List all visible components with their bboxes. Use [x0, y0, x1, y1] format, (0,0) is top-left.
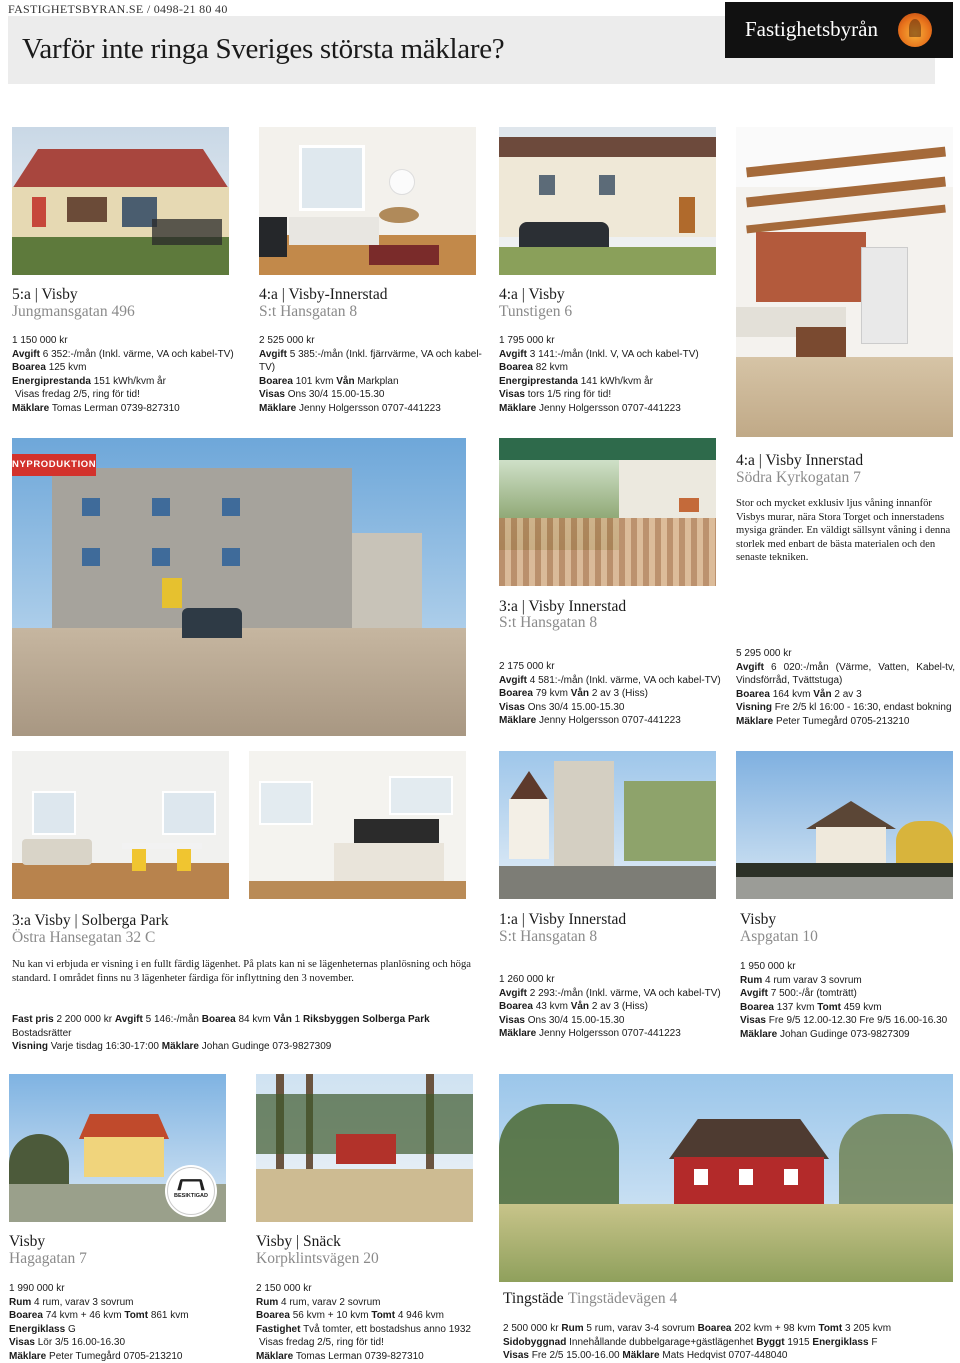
label-energiklass: Energiklass — [812, 1336, 869, 1348]
listing-facts-st-hansgatan-8c — [499, 973, 724, 1041]
listing-title: 4:a | Visby Innerstad — [736, 452, 864, 469]
phone-line: FASTIGHETSBYRAN.SE / 0498-21 80 40 — [8, 2, 228, 16]
listing-description: Nu kan vi erbjuda er visning i en fullt färdig lägenhet. På plats kan ni se lägenheternas planlösning och höga standard. I området finns nu 3 lägenheter färdiga för inflyttning den 3 november. — [12, 959, 471, 984]
listing-street: Tunstigen 6 — [499, 303, 573, 320]
label-maklare: Mäklare — [259, 402, 297, 414]
listing-street: S:t Hansgatan 8 — [499, 614, 598, 631]
tree-logo-icon — [909, 19, 921, 37]
maklare-value: Tomas Lerman 0739-827310 — [295, 1350, 424, 1362]
listing-street: S:t Hansgatan 8 — [499, 928, 598, 945]
label-avgift: Avgift — [736, 661, 764, 673]
label-maklare: Mäklare — [12, 402, 50, 414]
listing-street: S:t Hansgatan 8 — [259, 303, 358, 320]
listing-description: Stor och mycket exklusiv ljus våning innanför Visbys murar, nära Stora Torget och innerstadens mysiga gränder. En väldigt sällsynt våning i denna storlek med enbart de bästa materialen och den senaste tekniken. — [736, 498, 951, 563]
price: 1 150 000 kr — [12, 335, 68, 346]
label-visning: Visning — [736, 702, 772, 713]
tomt-value: 861 kvm — [150, 1310, 189, 1321]
van-value: 2 av 3 (Hiss) — [591, 688, 648, 699]
avgift-value: 5 146:-/mån — [145, 1014, 199, 1025]
listing-street: Hagagatan 7 — [9, 1250, 87, 1267]
visas-value: Ons 30/4 15.00-15.30 — [527, 1014, 625, 1026]
label-maklare: Mäklare — [622, 1350, 660, 1361]
energiklass-value: F — [871, 1336, 878, 1348]
rum-value: 5 rum, varav 3-4 sovrum — [586, 1323, 695, 1334]
listing-title: Visby — [740, 911, 777, 928]
label-boarea: Boarea — [499, 1001, 533, 1012]
boarea-value: 79 kvm — [535, 688, 568, 699]
label-boarea: Boarea — [256, 1310, 290, 1321]
van-value: 2 av 3 — [834, 688, 862, 700]
boarea-value: 101 kvm — [295, 375, 334, 387]
listing-facts-tingstade — [503, 1322, 958, 1363]
listing-facts-hagagatan — [9, 1282, 244, 1363]
label-boarea: Boarea — [499, 362, 533, 373]
label-avgift: Avgift — [740, 988, 768, 999]
label-rum: Rum — [256, 1296, 279, 1308]
nyproduktion-badge: NYPRODUKTION — [12, 454, 96, 476]
label-rum: Rum — [561, 1323, 584, 1334]
label-visning: Visning — [12, 1041, 48, 1052]
energiklass-value: G — [67, 1323, 76, 1335]
listing-heading-tingstade — [503, 1290, 677, 1308]
label-maklare: Mäklare — [499, 1028, 537, 1039]
listing-title: 4:a | Visby-Innerstad — [259, 286, 388, 303]
price: 2 500 000 kr — [503, 1323, 559, 1334]
listing-title: 5:a | Visby — [12, 286, 78, 303]
van-value: Markplan — [357, 375, 399, 387]
label-maklare: Mäklare — [9, 1350, 47, 1362]
listing-title: Tingstäde — [503, 1290, 564, 1307]
label-visas: Visas — [499, 701, 525, 713]
label-visas: Visas — [499, 389, 525, 400]
van-value: 1 — [294, 1014, 301, 1025]
maklare-value: Jenny Holgersson 0707-441223 — [539, 1028, 681, 1039]
label-rum: Rum — [9, 1296, 32, 1308]
price: 5 295 000 kr — [736, 648, 792, 659]
label-boarea: Boarea — [499, 688, 533, 699]
price: 2 150 000 kr — [256, 1283, 312, 1294]
listing-facts-korpklintsvagen — [256, 1282, 491, 1363]
listing-street: Södra Kyrkogatan 7 — [736, 469, 861, 486]
label-boarea: Boarea — [697, 1323, 732, 1334]
label-energiklass: Energiklass — [9, 1323, 66, 1335]
listing-street: Östra Hansegatan 32 C — [12, 929, 156, 946]
label-boarea: Boarea — [201, 1014, 236, 1025]
avgift-value: 7 500:-/år (tomträtt) — [770, 988, 857, 999]
boarea-value: 43 kvm — [535, 1001, 568, 1012]
label-sidobyggnad: Sidobyggnad — [503, 1336, 567, 1348]
maklare-value: Johan Gudinge 073-9827309 — [780, 1028, 910, 1040]
rum-value: 4 rum, varav 3 sovrum — [34, 1296, 134, 1308]
maklare-value: Peter Tumegård 0705-213210 — [49, 1350, 183, 1362]
listing-street: Jungmansgatan 496 — [12, 303, 135, 320]
price: 2 175 000 kr — [499, 661, 555, 672]
rum-value: 4 rum varav 3 sovrum — [765, 974, 862, 986]
listing-title: Visby | Snäck — [256, 1233, 341, 1250]
fastighet-value: Två tomter, ett bostadshus anno 1932 — [303, 1323, 471, 1335]
label-visas: Visas — [740, 1015, 766, 1026]
extra-text: Bostadsrätter — [12, 1027, 72, 1039]
listing-title: 3:a | Visby Innerstad — [499, 598, 627, 615]
tomt-value: 3 205 kvm — [844, 1323, 892, 1334]
label-byggt: Byggt — [756, 1336, 785, 1348]
energi-value: 151 kWh/kvm år — [93, 375, 166, 387]
fast-pris-value: 2 200 000 kr — [56, 1014, 113, 1025]
boarea-value: 82 kvm — [535, 362, 568, 373]
listing-title: 3:a Visby | Solberga Park — [12, 912, 169, 929]
photo-balcony — [499, 438, 716, 586]
extra-bold: Riksbyggen Solberga Park — [302, 1014, 430, 1025]
label-maklare: Mäklare — [256, 1350, 294, 1362]
price: 1 950 000 kr — [740, 961, 796, 972]
label-avgift: Avgift — [259, 348, 287, 360]
maklare-value: Jenny Holgersson 0707-441223 — [539, 715, 681, 726]
photo-jungmansgatan — [12, 127, 229, 275]
listing-facts-st-hansgatan-8b — [499, 660, 724, 728]
maklare-value: Mats Hedqvist 0707-448040 — [662, 1350, 788, 1361]
visas-value: Ons 30/4 15.00-15.30 — [287, 389, 385, 400]
byggt-value: 1915 — [787, 1336, 810, 1348]
page-title: Varför inte ringa Sveriges största mäklare? — [22, 33, 505, 65]
label-visas: Visas — [503, 1350, 529, 1361]
visas-value: Lör 3/5 16.00-16.30 — [37, 1337, 126, 1348]
label-avgift: Avgift — [499, 987, 527, 999]
label-fastighet: Fastighet — [256, 1323, 301, 1335]
photo-korpklintsvagen — [256, 1074, 473, 1222]
besiktigad-label: BESIKTIGAD — [174, 1193, 208, 1199]
energi-value: 141 kWh/kvm år — [580, 375, 653, 387]
visning-value: Varje tisdag 16:30-17:00 — [50, 1041, 159, 1052]
listing-title: Visby — [9, 1233, 46, 1250]
photo-aspgatan — [736, 751, 953, 899]
avgift-value: 4 581:-/mån (Inkl. värme, VA och kabel-TV) — [529, 674, 721, 686]
listing-street: Tingstädevägen 4 — [568, 1290, 678, 1307]
van-value: 2 av 3 (Hiss) — [591, 1001, 648, 1012]
photo-solberga-livingroom — [12, 751, 229, 899]
listing-street: Korpklintsvägen 20 — [256, 1250, 379, 1267]
label-avgift: Avgift — [114, 1014, 143, 1025]
label-boarea: Boarea — [9, 1310, 43, 1321]
label-avgift: Avgift — [499, 348, 527, 360]
boarea-value: 137 kvm — [776, 1001, 815, 1013]
maklare-value: Jenny Holgersson 0707-441223 — [539, 402, 681, 414]
photo-st-hansgatan-8-exterior — [499, 751, 716, 899]
listing-facts-tunstigen — [499, 334, 724, 415]
price: 1 990 000 kr — [9, 1283, 65, 1294]
sidobyggnad-value: Innehållande dubbelgarage+gästlägenhet — [569, 1336, 754, 1348]
label-fast-pris: Fast pris — [12, 1014, 54, 1025]
photo-solberga-bedroom — [249, 751, 466, 899]
maklare-value: Jenny Holgersson 0707-441223 — [299, 402, 441, 414]
label-energi: Energiprestanda — [499, 375, 578, 387]
boarea-value: 202 kvm + 98 kvm — [734, 1323, 816, 1334]
visas-value: Ons 30/4 15.00-15.30 — [527, 701, 625, 713]
label-visas: Visas — [499, 1014, 525, 1026]
label-maklare: Mäklare — [499, 402, 537, 414]
avgift-value: 3 141:-/mån (Inkl. V, VA och kabel-TV) — [529, 348, 699, 360]
listing-facts-aspgatan — [740, 960, 958, 1041]
photo-tingstade — [499, 1074, 953, 1282]
price: 1 795 000 kr — [499, 335, 555, 346]
label-visas: Visas — [259, 389, 285, 400]
label-van: Vån — [273, 1014, 292, 1025]
label-tomt: Tomt — [817, 1001, 841, 1013]
photo-nyproduktion — [12, 438, 466, 736]
label-maklare: Mäklare — [740, 1028, 778, 1040]
photo-st-hansgatan-8-livingroom — [259, 127, 476, 275]
boarea-value: 74 kvm + 46 kvm — [45, 1310, 122, 1321]
avgift-value-cont: TV) — [259, 362, 276, 373]
boarea-value: 164 kvm — [772, 688, 811, 700]
label-tomt: Tomt — [371, 1310, 396, 1321]
label-tomt: Tomt — [124, 1310, 149, 1321]
photo-tunstigen — [499, 127, 716, 275]
visning-value: Fre 2/5 kl 16:00 - 16:30, endast bokning — [774, 702, 952, 713]
label-visas: Visas — [9, 1337, 35, 1348]
label-avgift: Avgift — [499, 674, 527, 686]
maklare-value: Tomas Lerman 0739-827310 — [51, 402, 180, 414]
avgift-value: 6 352:-/mån (Inkl. värme, VA och kabel-TV) — [42, 348, 234, 360]
logo-text: Fastighetsbyrån — [745, 17, 878, 41]
label-van: Vån — [570, 1001, 590, 1012]
photo-sodra-kyrkogatan-kitchen — [736, 127, 953, 437]
maklare-value: Johan Gudinge 073-9827309 — [201, 1041, 332, 1052]
boarea-value: 56 kvm + 10 kvm — [292, 1310, 369, 1321]
listing-facts-solberga — [12, 1013, 477, 1054]
visas-value: Fre 9/5 12.00-12.30 Fre 9/5 16.00-16.30 — [768, 1015, 948, 1026]
visas-line: Visas fredag 2/5, ring för tid! — [259, 1337, 384, 1348]
label-boarea: Boarea — [736, 688, 770, 700]
label-maklare: Mäklare — [161, 1041, 199, 1052]
label-avgift: Avgift — [12, 348, 40, 360]
boarea-value: 125 kvm — [48, 362, 87, 373]
rum-value: 4 rum, varav 2 sovrum — [281, 1296, 381, 1308]
listing-facts-st-hansgatan-8a — [259, 334, 484, 415]
listing-title: 4:a | Visby — [499, 286, 565, 303]
label-boarea: Boarea — [259, 375, 293, 387]
maklare-value: Peter Tumegård 0705-213210 — [776, 715, 910, 727]
label-van: Vån — [336, 375, 355, 387]
listing-street: Aspgatan 10 — [740, 928, 818, 945]
price: 2 525 000 kr — [259, 335, 315, 346]
house-icon — [177, 1179, 204, 1190]
avgift-value: 2 293:-/mån (Inkl. värme, VA och kabel-TV) — [529, 987, 721, 999]
tomt-value: 4 946 kvm — [397, 1310, 444, 1321]
listing-title: 1:a | Visby Innerstad — [499, 911, 627, 928]
label-tomt: Tomt — [818, 1323, 843, 1334]
label-energi: Energiprestanda — [12, 375, 91, 387]
label-maklare: Mäklare — [499, 715, 537, 726]
tomt-value: 459 kvm — [843, 1001, 882, 1013]
visas-line: Visas fredag 2/5, ring för tid! — [15, 389, 140, 400]
boarea-value: 84 kvm — [238, 1014, 271, 1025]
besiktigad-badge — [167, 1167, 215, 1215]
listing-facts-jungmansgatan — [12, 334, 242, 415]
label-boarea: Boarea — [740, 1001, 774, 1013]
label-van: Vån — [570, 688, 590, 699]
label-van: Vån — [813, 688, 832, 700]
price: 1 260 000 kr — [499, 974, 555, 985]
visas-value: Fre 2/5 15.00-16.00 — [531, 1350, 620, 1361]
label-boarea: Boarea — [12, 362, 46, 373]
listing-facts-sodra-kyrkogatan — [736, 647, 955, 728]
avgift-value: 6 020:-/mån (Värme, Vatten, Kabel-tv, Vindsförråd, Tvättstuga) — [736, 661, 955, 686]
avgift-value: 5 385:-/mån (Inkl. fjärrvärme, VA och kabel- — [289, 348, 482, 360]
label-rum: Rum — [740, 974, 763, 986]
visas-value: tors 1/5 ring för tid! — [527, 389, 612, 400]
label-maklare: Mäklare — [736, 715, 774, 727]
